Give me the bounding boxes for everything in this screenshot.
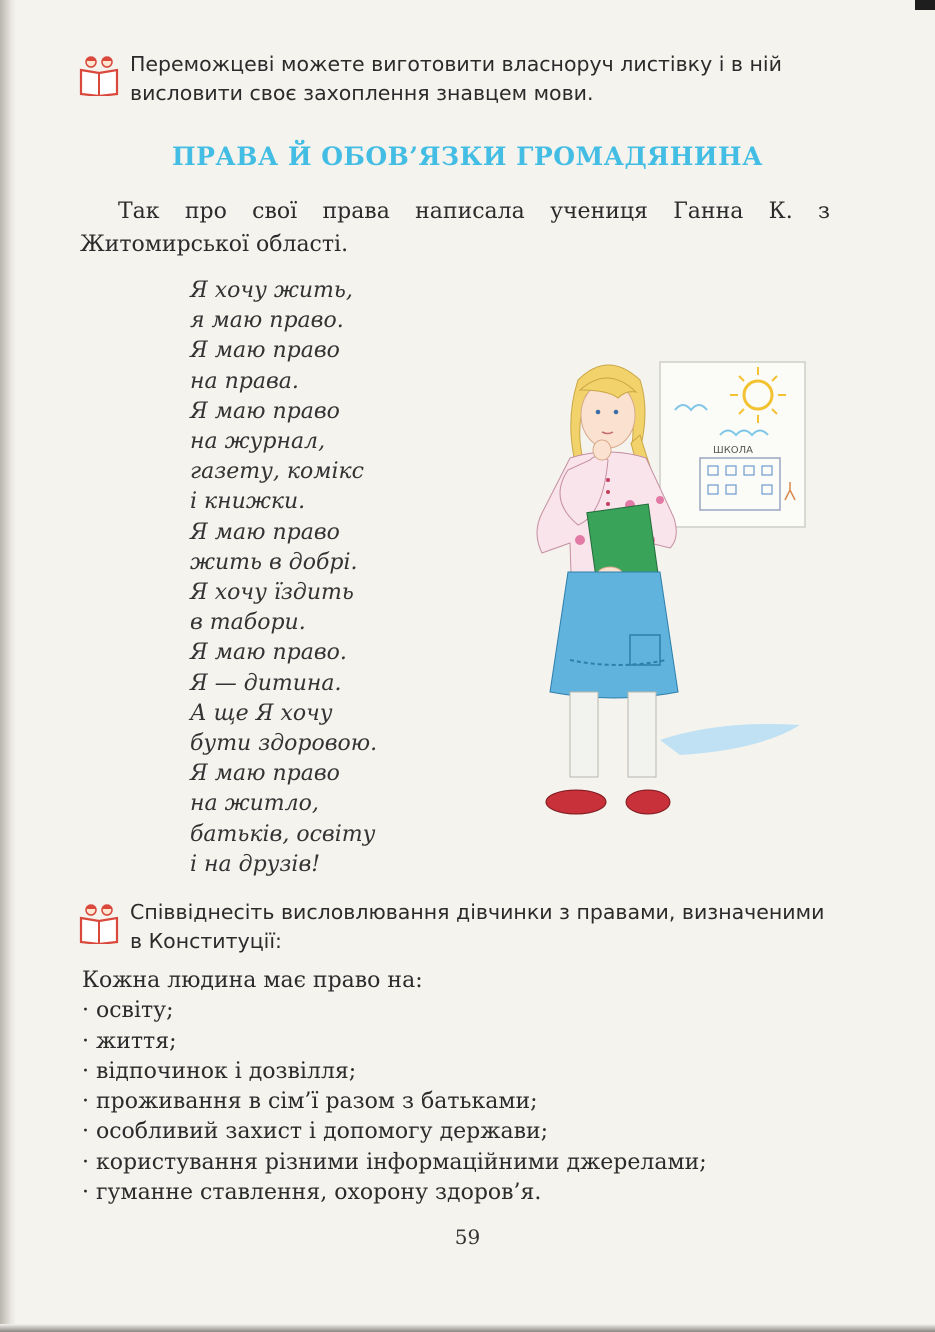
poem-line: і книжки. [190, 489, 306, 515]
poem-line: жить в добрі. [190, 549, 358, 575]
rights-item: · проживання в сім’ї разом з батьками; [82, 1089, 538, 1115]
girl-illustration [510, 340, 810, 835]
page-corner-dark [915, 0, 935, 10]
poem-line: газету, комікс [190, 459, 364, 485]
poem-line: на журнал, [190, 429, 326, 455]
poem-line: на житло, [190, 791, 319, 817]
task-note-bottom [78, 898, 838, 958]
poem-line: батьків, освіту [190, 821, 376, 847]
school-drawing [660, 362, 805, 527]
poem-line: Я — дитина. [190, 670, 342, 696]
poem [190, 276, 530, 880]
poem-line: в табори. [190, 610, 306, 636]
book-with-children-icon [78, 52, 120, 96]
poem-line: бути здоровою. [190, 731, 378, 757]
rights-lead: Кожна людина має право на: [82, 968, 423, 993]
book-spine-shadow [0, 0, 16, 1332]
poem-line: Я маю право [190, 338, 340, 364]
poem-line: і на друзів! [190, 851, 321, 877]
school-sign: ШКОЛА [713, 445, 754, 456]
poem-line: А ще Я хочу [190, 700, 333, 726]
task-note-top [78, 50, 838, 110]
task-text-bottom: Співвіднесіть висловлювання дівчинки з правами, визначеними в Конституції: [130, 900, 825, 953]
intro-paragraph: Так про свої права написала учениця Ганна К. з Житомирської області. [80, 199, 830, 257]
poem-line: Я хочу жить, [190, 278, 353, 303]
rights-item: · особливий захист і допомогу держави; [82, 1119, 549, 1145]
rights-item: · життя; [82, 1028, 177, 1054]
poem-line: Я маю право [190, 398, 340, 424]
rights-item: · гуманне ставлення, охорону здоров’я. [82, 1180, 542, 1206]
poem-line: я маю право. [190, 308, 344, 334]
task-text-top: Переможцеві можете виготовити власноруч листівку і в ній висловити своє захоплення знавцем мови. [130, 52, 782, 105]
book-with-children-icon [78, 900, 120, 944]
page-bottom-edge [0, 1324, 935, 1332]
page-number: 59 [454, 1225, 481, 1249]
poem-line: Я маю право. [190, 640, 347, 666]
rights-item: · користування різними інформаційними джерелами; [82, 1149, 707, 1175]
poem-line: Я маю право [190, 519, 340, 545]
section-heading: ПРАВА Й ОБОВ’ЯЗКИ ГРОМАДЯНИНА [171, 142, 764, 171]
rights-list [82, 966, 842, 1208]
poem-line: Я маю право [190, 761, 340, 787]
rights-item: · відпочинок і дозвілля; [82, 1058, 357, 1084]
poem-line: на права. [190, 368, 299, 394]
poem-line: Я хочу їздить [190, 580, 354, 606]
rights-item: · освіту; [82, 998, 174, 1024]
